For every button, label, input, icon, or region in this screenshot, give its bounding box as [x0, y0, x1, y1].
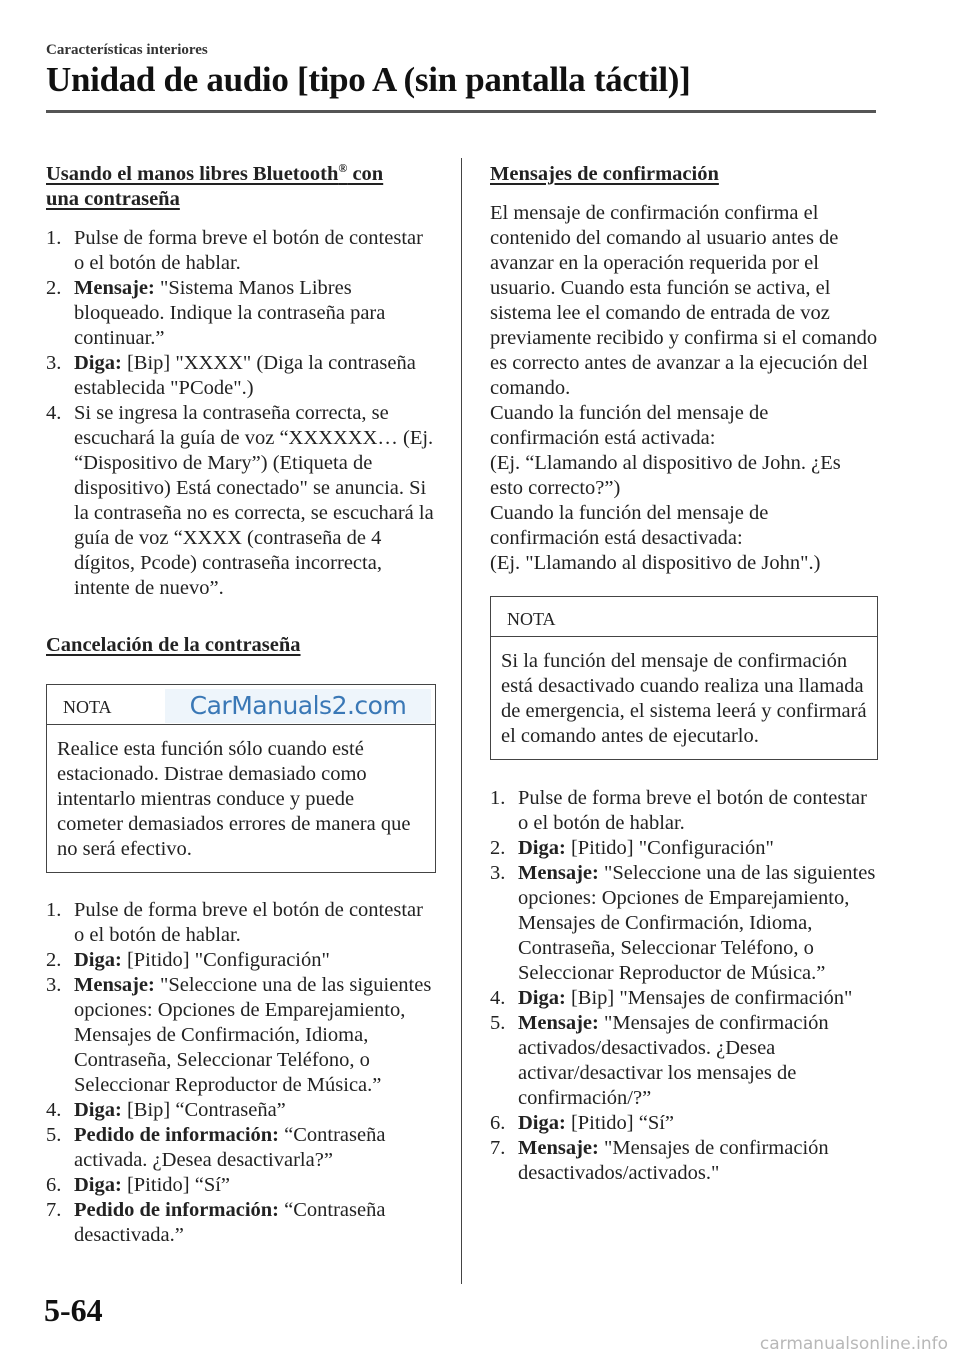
- list-item: 4. Si se ingresa la contraseña correcta, se escuchará la guía de voz “XXXXXX… (Ej. “Dispositivo de Mary”) (Etiqueta de dispositivo) Está conectado" se anuncia. Si la contraseña no es correcta, se escuchará la guía de voz “XXXX (contraseña de 4 dígitos, Pcode) contraseña incorrecta, intente de nuevo”.: [46, 402, 434, 599]
- note-label: NOTA: [63, 697, 112, 717]
- list-item: 1. Pulse de forma breve el botón de contestar o el botón de hablar.: [490, 787, 867, 834]
- header-rule: [46, 110, 876, 113]
- list-item: 5. Pedido de información: “Contraseña activada. ¿Desea desactivarla?”: [46, 1124, 386, 1171]
- note-label: NOTA: [507, 609, 556, 629]
- list-item: 6. Diga: [Pitido] “Sí”: [46, 1174, 231, 1196]
- list-item: 7. Pedido de información: “Contraseña desactivada.”: [46, 1199, 386, 1246]
- list-item: 3. Mensaje: "Seleccione una de las siguientes opciones: Opciones de Emparejamiento, Mensajes de Confirmación, Idioma, Contraseña, Seleccionar Teléfono, o Seleccionar Reproductor de Música.”: [46, 974, 432, 1096]
- heading-confirmation-messages: Mensajes de confirmación: [490, 163, 719, 185]
- list-item: 2. Diga: [Pitido] "Configuración": [46, 949, 330, 971]
- paragraph-enabled: Cuando la función del mensaje de confirmación está activada:: [490, 402, 769, 449]
- steps-list-cancel-password: [46, 898, 436, 1248]
- note-header: [491, 597, 877, 637]
- list-item: 1. Pulse de forma breve el botón de contestar o el botón de hablar.: [46, 899, 423, 946]
- page-title: Unidad de audio [tipo A (sin pantalla táctil)]: [46, 60, 691, 99]
- paragraph-intro: El mensaje de confirmación confirma el contenido del comando al usuario antes de avanzar en la operación requerida por el usuario. Cuando esta función se activa, el sistema lee el comando de entrada de voz previamente recibido y confirma si el comando es correcto antes de avanzar a la ejecución del comando.: [490, 202, 878, 399]
- list-item: 1. Pulse de forma breve el botón de contestar o el botón de hablar.: [46, 227, 423, 274]
- list-item: 2. Diga: [Pitido] "Configuración": [490, 837, 774, 859]
- note-text: Realice esta función sólo cuando esté estacionado. Distrae demasiado como intentarlo mientras conduce y puede cometer demasiados errores de manera que no será efectivo.: [57, 738, 411, 860]
- list-item: 2. Mensaje: "Sistema Manos Libres bloqueado. Indique la contraseña para continuar.”: [46, 277, 386, 349]
- column-divider: [461, 158, 462, 1284]
- paragraph-disabled: Cuando la función del mensaje de confirmación está desactivada:: [490, 502, 769, 549]
- watermark-logo: CarManuals2.com: [165, 689, 431, 723]
- list-item: 6. Diga: [Pitido] “Sí”: [490, 1112, 675, 1134]
- heading-bluetooth-password: Usando el manos libres Bluetooth® con una contraseña: [46, 161, 384, 210]
- list-item: 3. Diga: [Bip] "XXXX" (Diga la contraseña establecida "PCode".): [46, 352, 416, 399]
- steps-list-password-entry: [46, 226, 436, 601]
- steps-list-confirmation: [490, 786, 878, 1186]
- heading-password-cancel: Cancelación de la contraseña: [46, 634, 301, 656]
- list-item: 7. Mensaje: "Mensajes de confirmación desactivados/activados.": [490, 1137, 829, 1184]
- page-number: 5-64: [44, 1292, 103, 1328]
- paragraph-example-enabled: (Ej. “Llamando al dispositivo de John. ¿Es esto correcto?”): [490, 452, 841, 499]
- list-item: 3. Mensaje: "Seleccione una de las siguientes opciones: Opciones de Emparejamiento, Mensajes de Confirmación, Idioma, Contraseña, Seleccionar Teléfono, o Seleccionar Reproductor de Música.”: [490, 862, 876, 984]
- section-label: Características interiores: [46, 42, 208, 58]
- list-item: 4. Diga: [Bip] "Mensajes de confirmación": [490, 987, 853, 1009]
- note-header: [47, 685, 435, 725]
- right-column: [490, 162, 878, 1186]
- note-box: [490, 596, 878, 760]
- note-text: Si la función del mensaje de confirmación está desactivado cuando realiza una llamada de emergencia, el sistema leerá y confirmará el comando antes de ejecutarlo.: [501, 650, 867, 747]
- site-watermark: carmanualsonline.info: [759, 1334, 948, 1354]
- note-box: [46, 684, 436, 873]
- list-item: 4. Diga: [Bip] “Contraseña”: [46, 1099, 286, 1121]
- list-item: 5. Mensaje: "Mensajes de confirmación activados/desactivados. ¿Desea activar/desactivar los mensajes de confirmación/?”: [490, 1012, 829, 1109]
- left-column: [46, 162, 436, 1248]
- paragraph-example-disabled: (Ej. "Llamando al dispositivo de John".): [490, 552, 821, 574]
